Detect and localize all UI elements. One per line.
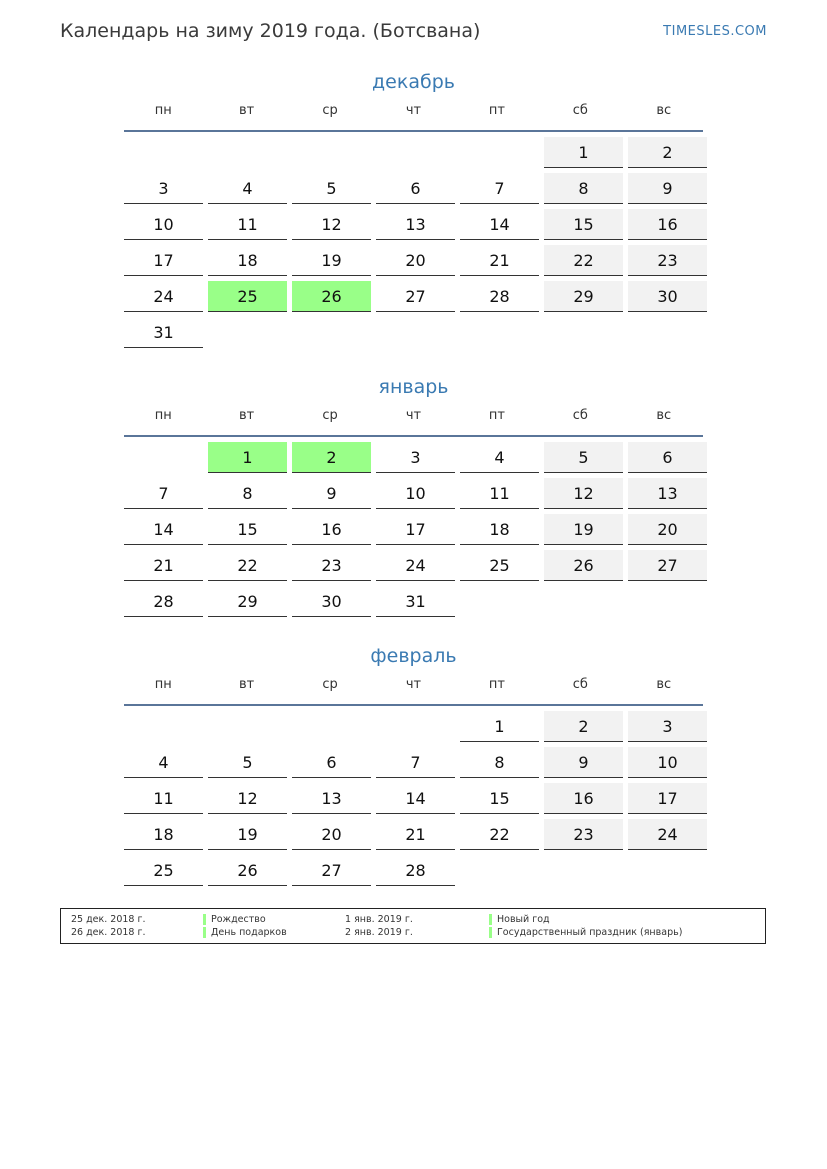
day-cell: 23 bbox=[628, 245, 707, 276]
legend-date: 2 янв. 2019 г. bbox=[345, 927, 413, 938]
empty-cell bbox=[376, 711, 455, 742]
day-cell: 10 bbox=[124, 209, 203, 240]
weekday-label: ср bbox=[322, 677, 338, 692]
day-cell: 23 bbox=[292, 550, 371, 581]
day-cell: 27 bbox=[292, 855, 371, 886]
day-cell: 11 bbox=[460, 478, 539, 509]
weekday-label: пн bbox=[154, 103, 172, 118]
legend-holiday-name: День подарков bbox=[211, 927, 287, 938]
day-cell: 13 bbox=[376, 209, 455, 240]
day-cell: 21 bbox=[124, 550, 203, 581]
day-cell: 25 bbox=[460, 550, 539, 581]
empty-cell bbox=[124, 442, 203, 473]
day-cell: 17 bbox=[124, 245, 203, 276]
day-cell: 18 bbox=[208, 245, 287, 276]
month-february bbox=[124, 642, 703, 886]
holiday-legend bbox=[60, 908, 766, 944]
day-cell: 1 bbox=[544, 137, 623, 168]
empty-cell bbox=[460, 137, 539, 168]
day-cell: 9 bbox=[292, 478, 371, 509]
day-cell: 8 bbox=[460, 747, 539, 778]
day-cell: 20 bbox=[376, 245, 455, 276]
days-grid bbox=[124, 137, 703, 348]
day-cell: 5 bbox=[292, 173, 371, 204]
day-cell: 14 bbox=[460, 209, 539, 240]
day-cell: 21 bbox=[376, 819, 455, 850]
day-cell: 2 bbox=[544, 711, 623, 742]
holiday-day-cell: 1 bbox=[208, 442, 287, 473]
weekday-header bbox=[124, 102, 703, 130]
legend-holiday-marker bbox=[203, 914, 206, 925]
weekday-header bbox=[124, 676, 703, 704]
day-cell: 7 bbox=[376, 747, 455, 778]
legend-holiday-marker bbox=[489, 914, 492, 925]
day-cell: 24 bbox=[628, 819, 707, 850]
day-cell: 12 bbox=[544, 478, 623, 509]
empty-cell bbox=[208, 711, 287, 742]
legend-date: 1 янв. 2019 г. bbox=[345, 914, 413, 925]
weekday-label: пн bbox=[154, 408, 172, 423]
weekday-label: сб bbox=[572, 677, 588, 692]
weekday-label: пт bbox=[488, 677, 505, 692]
weekday-label: пт bbox=[488, 408, 505, 423]
month-title: январь bbox=[378, 376, 449, 398]
day-cell: 2 bbox=[628, 137, 707, 168]
day-cell: 18 bbox=[124, 819, 203, 850]
day-cell: 26 bbox=[208, 855, 287, 886]
header-rule bbox=[124, 435, 703, 437]
day-cell: 20 bbox=[292, 819, 371, 850]
day-cell: 8 bbox=[544, 173, 623, 204]
weekday-label: чт bbox=[405, 677, 422, 692]
day-cell: 13 bbox=[292, 783, 371, 814]
day-cell: 31 bbox=[376, 586, 455, 617]
weekday-label: вс bbox=[656, 408, 672, 423]
legend-holiday-marker bbox=[489, 927, 492, 938]
day-cell: 20 bbox=[628, 514, 707, 545]
day-cell: 22 bbox=[544, 245, 623, 276]
day-cell: 23 bbox=[544, 819, 623, 850]
day-cell: 15 bbox=[208, 514, 287, 545]
day-cell: 18 bbox=[460, 514, 539, 545]
day-cell: 12 bbox=[292, 209, 371, 240]
day-cell: 26 bbox=[544, 550, 623, 581]
day-cell: 9 bbox=[544, 747, 623, 778]
empty-cell bbox=[292, 137, 371, 168]
brand-link[interactable]: TIMESLES.COM bbox=[663, 24, 767, 39]
empty-cell bbox=[124, 711, 203, 742]
day-cell: 24 bbox=[124, 281, 203, 312]
legend-holiday-marker bbox=[203, 927, 206, 938]
day-cell: 14 bbox=[124, 514, 203, 545]
day-cell: 21 bbox=[460, 245, 539, 276]
day-cell: 7 bbox=[124, 478, 203, 509]
day-cell: 16 bbox=[544, 783, 623, 814]
month-title: февраль bbox=[370, 645, 457, 667]
day-cell: 27 bbox=[628, 550, 707, 581]
day-cell: 11 bbox=[208, 209, 287, 240]
weekday-label: ср bbox=[322, 103, 338, 118]
weekday-label: чт bbox=[405, 408, 422, 423]
days-grid bbox=[124, 442, 703, 617]
empty-cell bbox=[292, 711, 371, 742]
day-cell: 8 bbox=[208, 478, 287, 509]
day-cell: 30 bbox=[292, 586, 371, 617]
day-cell: 15 bbox=[544, 209, 623, 240]
weekday-label: ср bbox=[322, 408, 338, 423]
day-cell: 11 bbox=[124, 783, 203, 814]
empty-cell bbox=[376, 137, 455, 168]
day-cell: 4 bbox=[124, 747, 203, 778]
day-cell: 4 bbox=[460, 442, 539, 473]
day-cell: 17 bbox=[376, 514, 455, 545]
weekday-label: пт bbox=[488, 103, 505, 118]
holiday-day-cell: 26 bbox=[292, 281, 371, 312]
day-cell: 28 bbox=[376, 855, 455, 886]
day-cell: 5 bbox=[544, 442, 623, 473]
weekday-label: сб bbox=[572, 103, 588, 118]
month-title: декабрь bbox=[372, 71, 455, 93]
header-rule bbox=[124, 130, 703, 132]
day-cell: 22 bbox=[460, 819, 539, 850]
day-cell: 15 bbox=[460, 783, 539, 814]
day-cell: 24 bbox=[376, 550, 455, 581]
empty-cell bbox=[124, 137, 203, 168]
weekday-label: вт bbox=[239, 103, 255, 118]
day-cell: 7 bbox=[460, 173, 539, 204]
weekday-label: вт bbox=[239, 677, 255, 692]
day-cell: 22 bbox=[208, 550, 287, 581]
legend-date: 26 дек. 2018 г. bbox=[71, 927, 146, 938]
legend-holiday-name: Новый год bbox=[497, 914, 550, 925]
weekday-label: пн bbox=[154, 677, 172, 692]
day-cell: 6 bbox=[292, 747, 371, 778]
day-cell: 10 bbox=[376, 478, 455, 509]
weekday-label: вс bbox=[656, 103, 672, 118]
day-cell: 28 bbox=[124, 586, 203, 617]
day-cell: 31 bbox=[124, 317, 203, 348]
day-cell: 25 bbox=[124, 855, 203, 886]
day-cell: 3 bbox=[124, 173, 203, 204]
weekday-header bbox=[124, 407, 703, 435]
day-cell: 19 bbox=[544, 514, 623, 545]
holiday-day-cell: 2 bbox=[292, 442, 371, 473]
day-cell: 10 bbox=[628, 747, 707, 778]
weekday-label: вс bbox=[656, 677, 672, 692]
day-cell: 5 bbox=[208, 747, 287, 778]
day-cell: 13 bbox=[628, 478, 707, 509]
day-cell: 1 bbox=[460, 711, 539, 742]
day-cell: 12 bbox=[208, 783, 287, 814]
legend-date: 25 дек. 2018 г. bbox=[71, 914, 146, 925]
legend-holiday-name: Рождество bbox=[211, 914, 266, 925]
day-cell: 14 bbox=[376, 783, 455, 814]
legend-holiday-name: Государственный праздник (январь) bbox=[497, 927, 683, 938]
day-cell: 4 bbox=[208, 173, 287, 204]
month-december bbox=[124, 68, 703, 348]
day-cell: 16 bbox=[628, 209, 707, 240]
weekday-label: чт bbox=[405, 103, 422, 118]
day-cell: 3 bbox=[628, 711, 707, 742]
weekday-label: сб bbox=[572, 408, 588, 423]
day-cell: 3 bbox=[376, 442, 455, 473]
day-cell: 6 bbox=[376, 173, 455, 204]
day-cell: 27 bbox=[376, 281, 455, 312]
day-cell: 29 bbox=[544, 281, 623, 312]
header-rule bbox=[124, 704, 703, 706]
weekday-label: вт bbox=[239, 408, 255, 423]
day-cell: 17 bbox=[628, 783, 707, 814]
holiday-day-cell: 25 bbox=[208, 281, 287, 312]
day-cell: 16 bbox=[292, 514, 371, 545]
days-grid bbox=[124, 711, 703, 886]
day-cell: 9 bbox=[628, 173, 707, 204]
day-cell: 29 bbox=[208, 586, 287, 617]
day-cell: 30 bbox=[628, 281, 707, 312]
day-cell: 19 bbox=[208, 819, 287, 850]
day-cell: 19 bbox=[292, 245, 371, 276]
month-january bbox=[124, 373, 703, 617]
day-cell: 28 bbox=[460, 281, 539, 312]
page-title: Календарь на зиму 2019 года. (Ботсвана) bbox=[60, 20, 481, 42]
day-cell: 6 bbox=[628, 442, 707, 473]
empty-cell bbox=[208, 137, 287, 168]
